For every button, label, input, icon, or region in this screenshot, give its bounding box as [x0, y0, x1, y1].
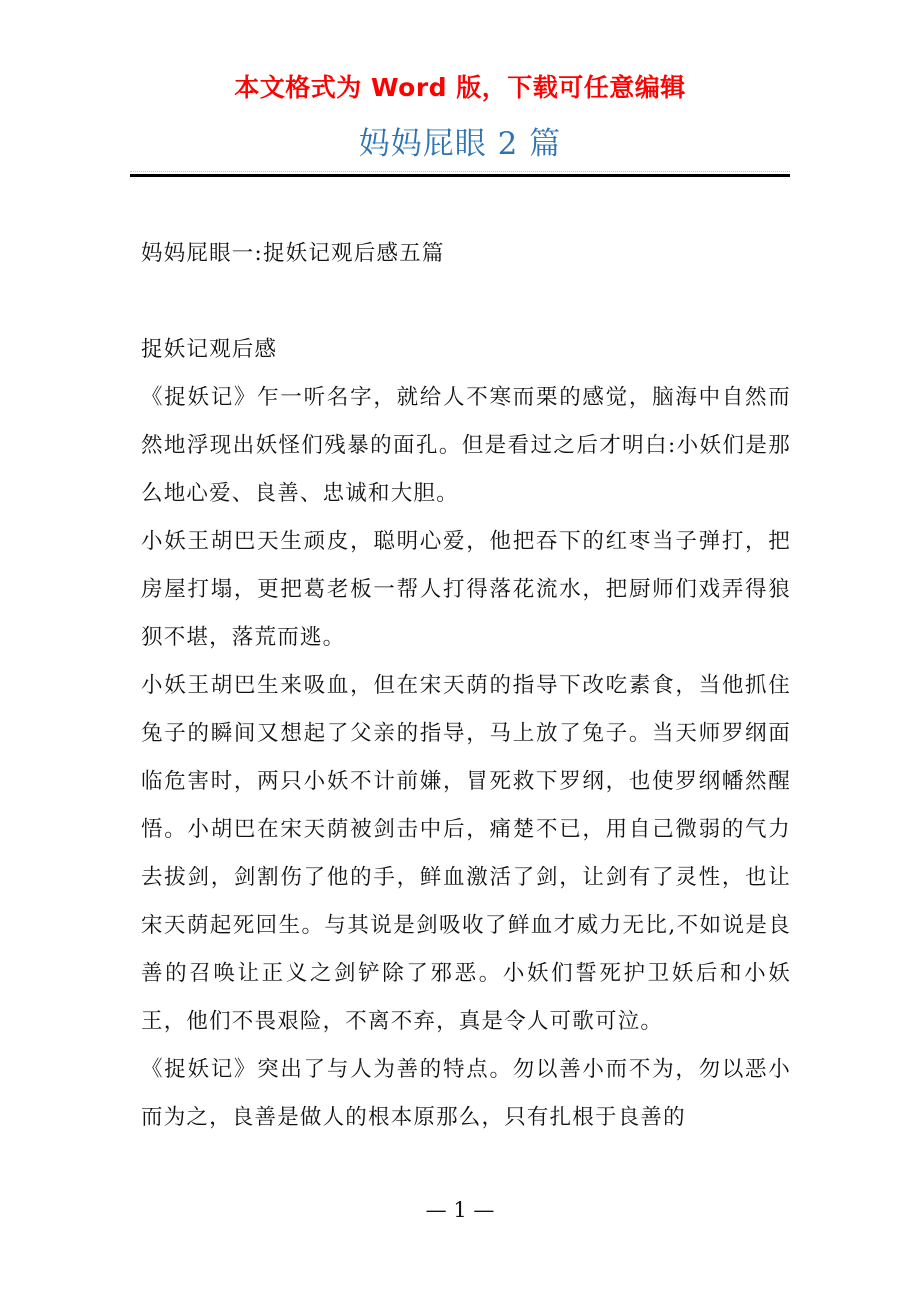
paragraph: 小妖王胡巴生来吸血，但在宋天荫的指导下改吃素食，当他抓住兔子的瞬间又想起了父亲的指导，马上放了兔子。当天师罗纲面临危害时，两只小妖不计前嫌，冒死救下罗纲，也使罗纲幡然醒悟。小胡巴在宋天荫被剑击中后，痛楚不已，用自己微弱的气力去拔剑，剑割伤了他的手，鲜血激活了剑，让剑有了灵性，也让宋天荫起死回生。与其说是剑吸收了鲜血才威力无比,不如说是良善的召唤让正义之剑铲除了邪恶。小妖们誓死护卫妖后和小妖王，他们不畏艰险，不离不弃，真是令人可歌可泣。: [141, 673, 791, 1034]
download-banner: 本文格式为 Word 版，下载可任意编辑: [234, 73, 686, 102]
paragraph: 小妖王胡巴天生顽皮，聪明心爱，他把吞下的红枣当子弹打，把房屋打塌，更把葛老板一帮人打得落花流水，把厨师们戏弄得狼狈不堪，落荒而逃。: [141, 529, 791, 650]
paragraph: 《捉妖记》突出了与人为善的特点。勿以善小而不为，勿以恶小而为之，良善是做人的根本原那么，只有扎根于良善的: [141, 1057, 791, 1130]
title-divider: [130, 174, 790, 177]
title-divider-dotted: [130, 171, 790, 172]
page-number: — 1 —: [425, 1198, 495, 1222]
paragraph: 《捉妖记》乍一听名字，就给人不寒而栗的感觉，脑海中自然而然地浮现出妖怪们残暴的面孔。但是看过之后才明白:小妖们是那么地心爱、良善、忠诚和大胆。: [141, 385, 791, 506]
document-body: [141, 230, 791, 1142]
document-title: 妈妈屁眼 2 篇: [358, 126, 562, 162]
section-heading: 妈妈屁眼一:捉妖记观后感五篇: [141, 241, 445, 266]
article-title: 捉妖记观后感: [141, 337, 278, 362]
